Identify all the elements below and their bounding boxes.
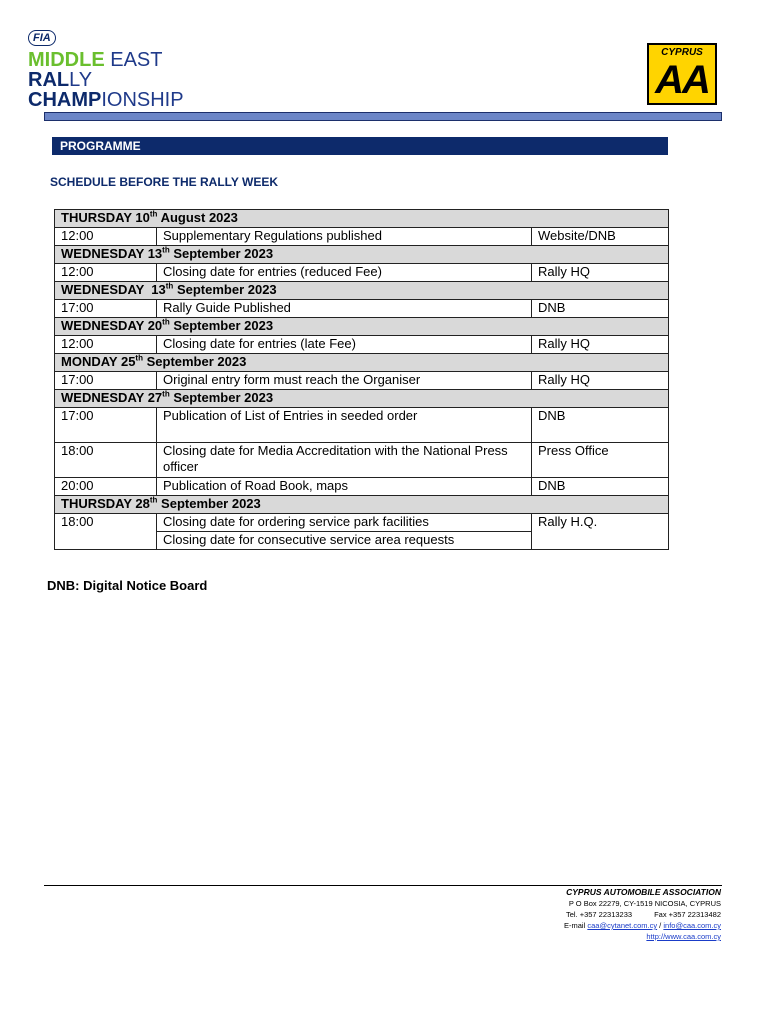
- schedule-row: [55, 443, 669, 478]
- footer-email-line: E-mail caa@cytanet.com.cy / info@caa.com.cy: [564, 921, 721, 930]
- location-cell: Rally H.Q.: [532, 514, 669, 550]
- time-cell: 17:00: [55, 300, 157, 318]
- event-cell: Closing date for ordering service park facilities: [157, 514, 532, 532]
- event-cell: Closing date for entries (reduced Fee): [157, 264, 532, 282]
- event-cell: Closing date for entries (late Fee): [157, 336, 532, 354]
- schedule-date-row: THURSDAY 28th September 2023: [55, 496, 669, 514]
- event-cell: Original entry form must reach the Organiser: [157, 372, 532, 390]
- schedule-table: [54, 209, 669, 550]
- time-cell: 18:00: [55, 514, 157, 550]
- schedule-date-row: THURSDAY 10th August 2023: [55, 210, 669, 228]
- footer-email-link-2[interactable]: info@caa.com.cy: [663, 921, 721, 930]
- schedule-row: [55, 336, 669, 354]
- schedule-row: [55, 228, 669, 246]
- championship-logo: [28, 30, 203, 111]
- logo-line-3: CHAMPIONSHIP: [28, 89, 184, 111]
- header-divider: [44, 112, 722, 121]
- schedule-row: [55, 514, 669, 532]
- logo-line-2: RALLY: [28, 69, 93, 91]
- footer-contact: [564, 887, 721, 942]
- schedule-date-row: WEDNESDAY 13th September 2023: [55, 282, 669, 300]
- location-cell: Press Office: [532, 443, 669, 478]
- schedule-row: [55, 478, 669, 496]
- logo-line-1: MIDDLE EAST: [28, 49, 163, 71]
- event-cell: Rally Guide Published: [157, 300, 532, 318]
- event-cell: Publication of Road Book, maps: [157, 478, 532, 496]
- schedule-date-row: WEDNESDAY 27th September 2023: [55, 390, 669, 408]
- schedule-date-row: WEDNESDAY 20th September 2023: [55, 318, 669, 336]
- schedule-date-row: WEDNESDAY 13th September 2023: [55, 246, 669, 264]
- time-cell: 12:00: [55, 264, 157, 282]
- footer-email-link-1[interactable]: caa@cytanet.com.cy: [587, 921, 658, 930]
- location-cell: Rally HQ: [532, 336, 669, 354]
- event-cell: Closing date for Media Accreditation with the National Press officer: [157, 443, 532, 478]
- schedule-date-row: MONDAY 25th September 2023: [55, 354, 669, 372]
- event-cell: Publication of List of Entries in seeded order: [157, 408, 532, 443]
- footer-divider: [44, 885, 722, 886]
- location-cell: DNB: [532, 478, 669, 496]
- footer-phone-line: [564, 909, 721, 920]
- time-cell: 18:00: [55, 443, 157, 478]
- footer-fax: Fax +357 22313482: [654, 910, 721, 919]
- footer-website-link[interactable]: http://www.caa.com.cy: [646, 932, 721, 941]
- time-cell: 12:00: [55, 336, 157, 354]
- schedule-row: [55, 372, 669, 390]
- time-cell: 12:00: [55, 228, 157, 246]
- footer-tel: Tel. +357 22313233: [565, 910, 633, 919]
- location-cell: DNB: [532, 300, 669, 318]
- event-cell: Closing date for consecutive service area requests: [157, 532, 532, 550]
- schedule-row: [55, 408, 669, 443]
- location-cell: Website/DNB: [532, 228, 669, 246]
- aa-logo-country: CYPRUS: [661, 47, 703, 58]
- time-cell: 20:00: [55, 478, 157, 496]
- event-cell: Supplementary Regulations published: [157, 228, 532, 246]
- location-cell: DNB: [532, 408, 669, 443]
- schedule-row: [55, 264, 669, 282]
- time-cell: 17:00: [55, 408, 157, 443]
- aa-logo-mark: AA: [655, 58, 709, 102]
- schedule-row: [55, 300, 669, 318]
- fia-logo-icon: FIA: [28, 30, 56, 46]
- footer-org-name: CYPRUS AUTOMOBILE ASSOCIATION: [566, 887, 721, 897]
- location-cell: Rally HQ: [532, 372, 669, 390]
- time-cell: 17:00: [55, 372, 157, 390]
- section-title: PROGRAMME: [52, 137, 668, 155]
- schedule-subheading: SCHEDULE BEFORE THE RALLY WEEK: [50, 175, 279, 189]
- footer-address: P O Box 22279, CY-1519 NICOSIA, CYPRUS: [568, 899, 721, 908]
- location-cell: Rally HQ: [532, 264, 669, 282]
- cyprus-aa-logo: [647, 43, 717, 105]
- dnb-note: DNB: Digital Notice Board: [47, 578, 208, 593]
